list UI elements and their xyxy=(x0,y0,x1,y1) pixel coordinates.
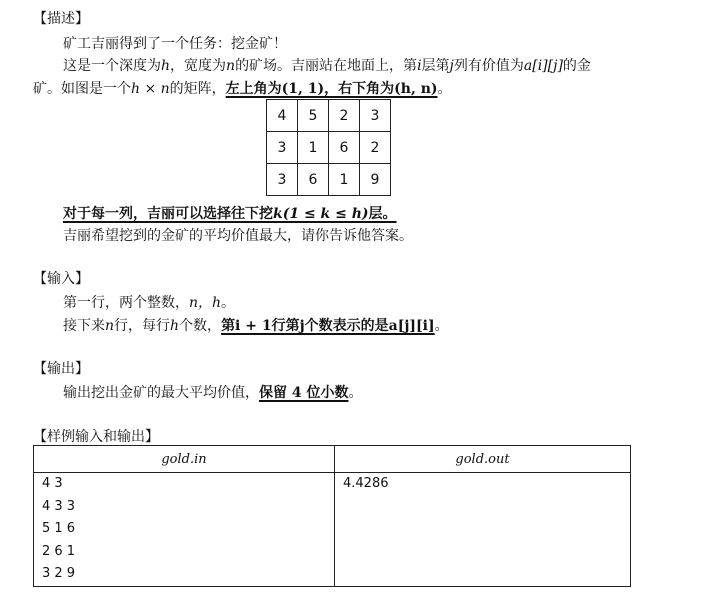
matrix-row xyxy=(267,100,391,132)
sample-in-title: gold.in xyxy=(34,446,335,473)
sample-in-line: 5 1 6 xyxy=(42,521,76,536)
matrix-cell: 5 xyxy=(298,100,329,132)
input-line-2: 接下来n行，每行h个数，第i + 1行第j个数表示的是a[j][i]。 xyxy=(63,318,449,334)
matrix-cell: 3 xyxy=(267,132,298,164)
precision-note: 保留 4 位小数 xyxy=(259,385,349,401)
sample-in-line: 4 3 3 xyxy=(42,498,76,514)
matrix-cell: 1 xyxy=(329,164,360,196)
describe-goal: 吉丽希望挖到的金矿的平均价值最大，请你告诉他答案。 xyxy=(63,228,413,244)
sample-header: 【样例输入和输出】 xyxy=(33,429,159,445)
matrix-cell: 4 xyxy=(267,100,298,132)
sample-out-cell xyxy=(335,473,631,587)
describe-line-2: 这是一个深度为h，宽度为n的矿场。吉丽站在地面上，第i层第j列有价值为a[i][j]的金 xyxy=(63,58,591,74)
matrix-cell: 6 xyxy=(329,132,360,164)
sample-out-title: gold.out xyxy=(335,446,631,473)
dig-rule: 对于每一列，吉丽可以选择往下挖k(1 ≤ k ≤ h)层。 xyxy=(63,206,397,222)
matrix-row xyxy=(267,164,391,196)
describe-header: 【描述】 xyxy=(33,11,89,27)
matrix-cell: 2 xyxy=(360,132,391,164)
matrix-row xyxy=(267,132,391,164)
sample-table xyxy=(33,445,631,587)
matrix-cell: 1 xyxy=(298,132,329,164)
sample-in-line: 3 2 9 xyxy=(42,566,76,581)
output-header: 【输出】 xyxy=(33,361,89,377)
matrix-cell: 3 xyxy=(267,164,298,196)
sample-in-line: 4 3 xyxy=(42,476,63,491)
input-index-note: 第i + 1行第j个数表示的是a[j][i] xyxy=(221,318,435,334)
input-header: 【输入】 xyxy=(33,271,89,287)
describe-line-1: 矿工吉丽得到了一个任务：挖金矿！ xyxy=(63,36,287,52)
matrix-cell: 9 xyxy=(360,164,391,196)
matrix-cell: 6 xyxy=(298,164,329,196)
sample-in-line: 2 6 1 xyxy=(42,543,76,559)
matrix-cell: 3 xyxy=(360,100,391,132)
input-line-1: 第一行，两个整数，n，h。 xyxy=(63,295,236,311)
sample-in-cell xyxy=(34,473,335,587)
describe-line-3: 矿。如图是一个h × n的矩阵，左上角为(1, 1)，右下角为(h, n)。 xyxy=(33,81,452,97)
sample-out-line: 4.4286 xyxy=(343,476,389,491)
matrix-cell: 2 xyxy=(329,100,360,132)
output-line-1: 输出挖出金矿的最大平均价值，保留 4 位小数。 xyxy=(63,385,363,401)
matrix-table xyxy=(266,99,391,196)
corner-note: 左上角为(1, 1)，右下角为(h, n) xyxy=(225,81,438,97)
